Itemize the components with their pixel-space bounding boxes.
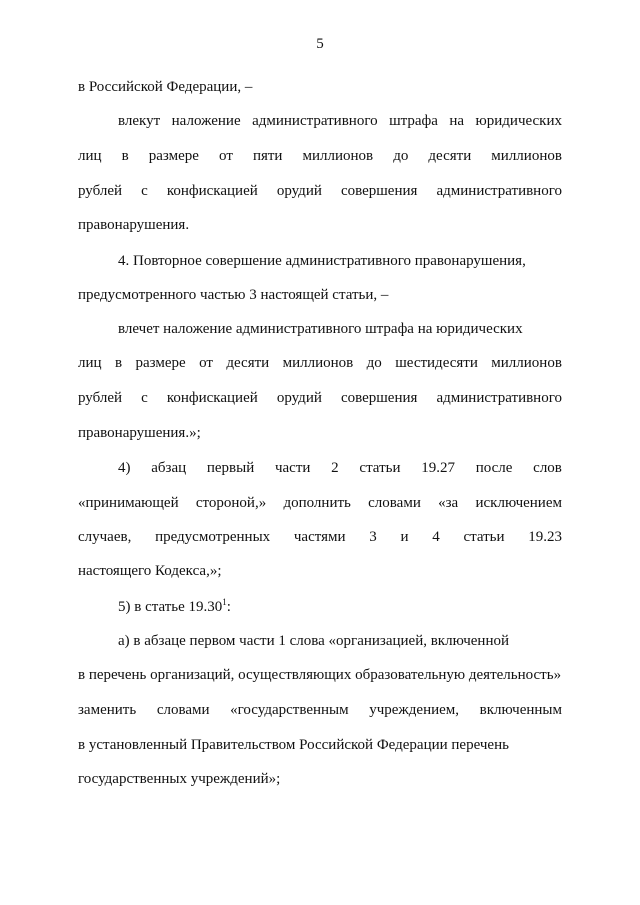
justified-line bbox=[78, 528, 562, 546]
word: 4) bbox=[118, 460, 131, 476]
word: части bbox=[274, 460, 311, 476]
word: десяти bbox=[428, 148, 472, 164]
text-line: государственных учреждений»; bbox=[78, 771, 281, 787]
word: лиц bbox=[78, 148, 102, 164]
word: рублей bbox=[78, 183, 123, 199]
word: административного bbox=[436, 183, 562, 199]
word: размере bbox=[135, 355, 186, 371]
text-line: в Российской Федерации, – bbox=[78, 79, 253, 95]
word: пяти bbox=[252, 148, 283, 164]
text-line: 4. Повторное совершение административного правонарушения, bbox=[118, 253, 526, 269]
word: «принимающей bbox=[78, 495, 179, 511]
word: от bbox=[219, 148, 233, 164]
line-text: 5) в статье 19.30 bbox=[118, 599, 223, 615]
word: и bbox=[400, 529, 409, 545]
word: орудий bbox=[276, 390, 322, 406]
text-line: в перечень организаций, осуществляющих образовательную деятельность» bbox=[78, 667, 562, 683]
text-line bbox=[118, 598, 231, 616]
justified-line bbox=[78, 389, 562, 407]
word: миллионов bbox=[302, 148, 374, 164]
word: совершения bbox=[340, 183, 418, 199]
text-line: правонарушения.»; bbox=[78, 425, 201, 441]
word: конфискацией bbox=[166, 183, 258, 199]
word: 3 bbox=[369, 529, 377, 545]
justified-line bbox=[78, 494, 562, 512]
word: до bbox=[393, 148, 409, 164]
word: лиц bbox=[78, 355, 102, 371]
justified-line bbox=[78, 147, 562, 165]
word: 19.23 bbox=[528, 529, 562, 545]
word: учреждением, bbox=[369, 702, 460, 718]
word: стороной,» bbox=[195, 495, 267, 511]
word: миллионов bbox=[282, 355, 354, 371]
word: включенным bbox=[479, 702, 562, 718]
justified-line bbox=[78, 354, 562, 372]
word: частями bbox=[293, 529, 346, 545]
word: исключением bbox=[475, 495, 562, 511]
justified-line bbox=[78, 701, 562, 719]
line-text: : bbox=[226, 599, 231, 615]
word: с bbox=[141, 390, 148, 406]
word: в bbox=[114, 355, 123, 371]
text-line: правонарушения. bbox=[78, 217, 190, 233]
word: с bbox=[141, 183, 148, 199]
word: абзац bbox=[151, 460, 187, 476]
justified-line bbox=[78, 182, 562, 200]
word: миллионов bbox=[491, 148, 562, 164]
superscript: 1 bbox=[222, 597, 227, 607]
word: от bbox=[199, 355, 213, 371]
text-line: настоящего Кодекса,»; bbox=[78, 563, 222, 579]
word: 4 bbox=[432, 529, 440, 545]
word: заменить bbox=[78, 702, 137, 718]
word: миллионов bbox=[491, 355, 562, 371]
word: до bbox=[366, 355, 382, 371]
word: в bbox=[121, 148, 129, 164]
word: дополнить bbox=[283, 495, 351, 511]
word: после bbox=[475, 460, 513, 476]
word: предусмотренных bbox=[155, 529, 271, 545]
word: совершения bbox=[340, 390, 418, 406]
word: статьи bbox=[359, 460, 401, 476]
word: слов bbox=[533, 460, 562, 476]
word: случаев, bbox=[78, 529, 132, 545]
word: 2 bbox=[331, 460, 339, 476]
word: десяти bbox=[226, 355, 270, 371]
justified-line bbox=[118, 459, 562, 477]
text-line: в установленный Правительством Российской Федерации перечень bbox=[78, 737, 509, 753]
word: шестидесяти bbox=[395, 355, 478, 371]
page-number: 5 bbox=[316, 36, 324, 52]
word: конфискацией bbox=[166, 390, 258, 406]
word: административного bbox=[436, 390, 562, 406]
word: размере bbox=[148, 148, 199, 164]
word: словами bbox=[368, 495, 421, 511]
text-line: а) в абзаце первом части 1 слова «организацией, включенной bbox=[118, 633, 510, 649]
word: 19.27 bbox=[421, 460, 455, 476]
word: орудий bbox=[276, 183, 322, 199]
word: «государственным bbox=[230, 702, 349, 718]
text-line: предусмотренного частью 3 настоящей статьи, – bbox=[78, 287, 389, 303]
word: статьи bbox=[463, 529, 505, 545]
word: первый bbox=[206, 460, 255, 476]
text-line: влечет наложение административного штрафа на юридических bbox=[118, 321, 523, 337]
text-line: влекут наложение административного штрафа на юридических bbox=[118, 113, 562, 129]
word: «за bbox=[438, 495, 459, 511]
word: рублей bbox=[78, 390, 123, 406]
word: словами bbox=[156, 702, 210, 718]
